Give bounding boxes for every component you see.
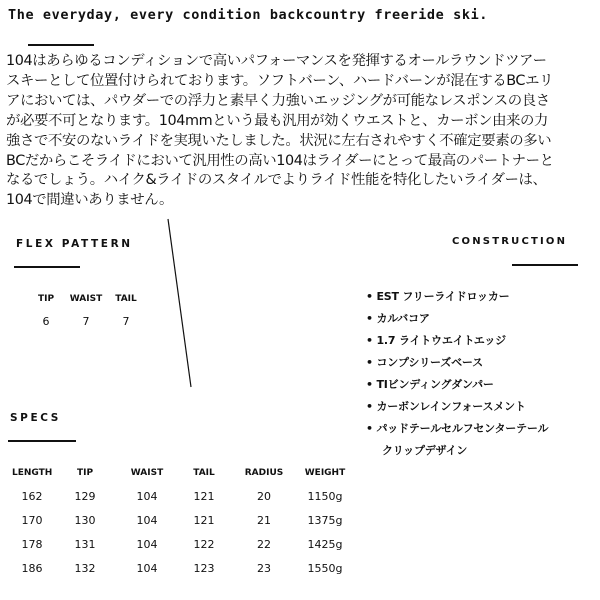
specs-cell: 178 <box>21 538 43 551</box>
intro-line: 104で間違いありません。 <box>6 192 174 209</box>
construction-item: • TIビンディングダンパー <box>366 378 494 391</box>
flex-pattern-heading: FLEX PATTERN <box>16 238 133 250</box>
construction-item: • コンプシリーズベース <box>366 356 483 369</box>
flex-pattern-table <box>26 294 146 328</box>
construction-item: • カーボンレインフォースメント <box>366 400 526 413</box>
specs-table <box>12 468 354 586</box>
specs-col-tail: TAIL <box>193 468 215 478</box>
specs-col-weight: WEIGHT <box>304 468 346 478</box>
construction-heading: CONSTRUCTION <box>452 236 568 247</box>
specs-cell: 132 <box>74 562 96 575</box>
intro-line: スキーとして位置付けられております。ソフトバーン、ハードバーンが混在するBCエリ <box>6 72 554 89</box>
construction-item: • 1.7 ライトウエイトエッジ <box>366 334 506 347</box>
specs-cell: 20 <box>257 490 271 503</box>
intro-line: 強さで不安のないライドを実現いたしました。状況に左右されやすく不確定要素の多い <box>6 132 552 149</box>
tagline-underline <box>28 44 94 46</box>
intro-line: アにおいては、パウダーでの浮力と素早く力強いエッジングが可能なレスポンスの良さ <box>6 92 550 109</box>
specs-col-tip: TIP <box>76 468 94 478</box>
specs-cell: 1550g <box>307 562 343 575</box>
specs-cell: 1375g <box>307 514 343 527</box>
flex-label-tip: TIP <box>37 294 55 304</box>
specs-cell: 130 <box>74 514 96 527</box>
specs-heading: SPECS <box>10 412 61 424</box>
specs-cell: 104 <box>136 538 158 551</box>
construction-item-continuation: クリップデザイン <box>382 444 468 457</box>
flex-value-waist: 7 <box>82 315 90 328</box>
specs-col-waist: WAIST <box>130 468 164 478</box>
flex-value-tail: 7 <box>122 315 130 328</box>
tagline: The everyday, every condition backcountry freeride ski. <box>8 7 489 23</box>
diagonal-divider <box>160 215 200 395</box>
specs-col-length: LENGTH <box>12 468 53 478</box>
specs-cell: 21 <box>257 514 271 527</box>
flex-value-tip: 6 <box>42 315 50 328</box>
specs-cell: 123 <box>193 562 215 575</box>
specs-cell: 23 <box>257 562 271 575</box>
construction-list <box>366 286 596 462</box>
specs-cell: 121 <box>193 514 215 527</box>
specs-underline <box>8 440 76 442</box>
specs-cell: 129 <box>74 490 96 503</box>
table-row <box>12 514 354 538</box>
specs-cell: 104 <box>136 490 158 503</box>
construction-item: • EST フリーライドロッカー <box>366 290 510 303</box>
construction-item: • カルバコア <box>366 312 430 325</box>
specs-cell: 170 <box>21 514 43 527</box>
intro-line: なるでしょう。ハイク&ライドのスタイルでよりライド性能を特化したいライダーは、 <box>6 172 547 189</box>
construction-underline <box>512 264 578 266</box>
specs-cell: 162 <box>21 490 43 503</box>
intro-paragraph <box>6 52 596 211</box>
intro-line: BCだからこそライドにおいて汎用性の高い104はライダーにとって最高のパートナーと <box>6 152 554 169</box>
flex-label-waist: WAIST <box>69 294 103 304</box>
specs-cell: 186 <box>21 562 43 575</box>
specs-cell: 104 <box>136 514 158 527</box>
specs-cell: 1150g <box>307 490 343 503</box>
specs-col-radius: RADIUS <box>244 468 284 478</box>
intro-line: 104はあらゆるコンディションで高いパフォーマンスを発揮するオールラウンドツアー <box>6 53 547 69</box>
specs-cell: 122 <box>193 538 215 551</box>
flex-label-tail: TAIL <box>115 294 137 304</box>
specs-cell: 121 <box>193 490 215 503</box>
specs-cell: 104 <box>136 562 158 575</box>
table-row <box>12 562 354 586</box>
table-row <box>12 490 354 514</box>
specs-cell: 22 <box>257 538 271 551</box>
specs-header-row <box>12 468 354 490</box>
flex-pattern-underline <box>14 266 80 268</box>
specs-cell: 131 <box>74 538 96 551</box>
specs-cell: 1425g <box>307 538 343 551</box>
table-row <box>12 538 354 562</box>
construction-item: • パッドテールセルフセンターテール <box>366 422 549 435</box>
intro-line: が必要不可となります。104mmという最も汎用が効くウエストと、カーボン由来の力 <box>6 112 549 129</box>
